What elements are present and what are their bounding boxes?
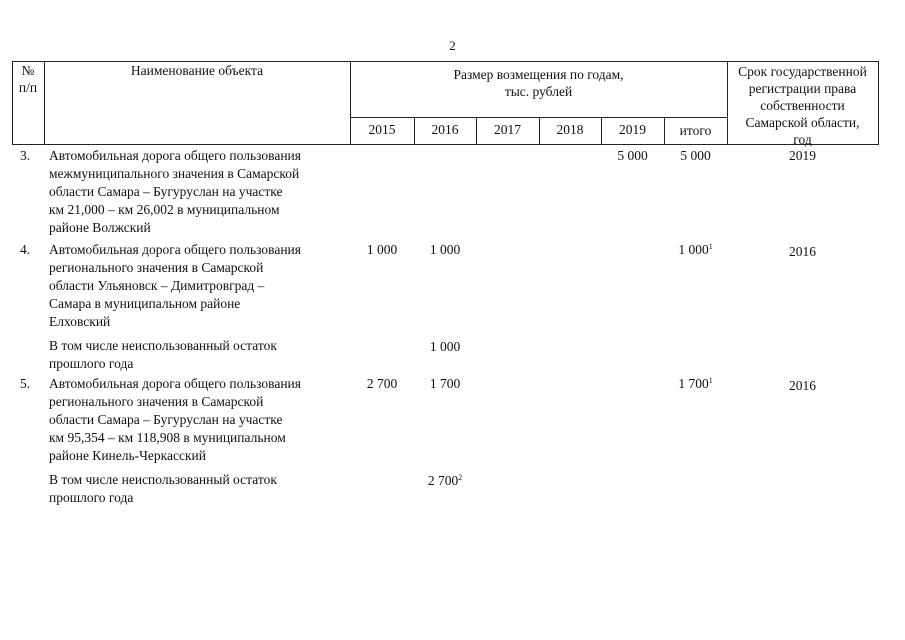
row-number: 4. xyxy=(20,242,31,257)
row-value-2016: 1 700 xyxy=(429,376,461,391)
row-name-line: области Самара – Бугуруслан на участке xyxy=(49,184,283,199)
row-value-2015: 2 700 xyxy=(366,376,398,391)
header-payment-line2: тыс. рублей xyxy=(504,84,573,99)
row-name-line: районе Волжский xyxy=(49,220,151,235)
row-number: 5. xyxy=(20,376,31,391)
header-year-2019: 2019 xyxy=(619,122,646,137)
footnote-marker: 1 xyxy=(708,376,713,385)
header-year-2016: 2016 xyxy=(431,122,459,137)
row-name-line: регионального значения в Самарской xyxy=(49,394,264,409)
row-name-line: районе Кинель-Черкасский xyxy=(49,448,206,463)
header-registration-line1: Срок государственной xyxy=(738,64,867,79)
subrow-value-2016: 2 $700^2$ xyxy=(427,473,463,488)
page-number: 2 xyxy=(449,38,456,53)
row-name-line: км 21,000 – км 26,002 в муниципальном xyxy=(49,202,280,217)
header-payment-line1: Размер возмещения по годам, xyxy=(453,67,624,82)
row-name-line: Самара в муниципальном районе xyxy=(49,296,241,311)
subrow-name-line: В том числе неиспользованный остаток xyxy=(49,338,277,353)
header-year-2018: 2018 xyxy=(556,122,584,137)
row-total: 5 000 xyxy=(680,148,711,163)
row-name-line: области Ульяновск – Димитровград – xyxy=(49,278,265,293)
row-name-line: Автомобильная дорога общего пользования xyxy=(49,242,301,257)
row-name-line: Автомобильная дорога общего пользования xyxy=(49,376,301,391)
row-total: 1 $000^1$ xyxy=(678,242,713,257)
header-total: итого xyxy=(679,123,712,138)
header-registration-line4: Самарской области, xyxy=(745,115,860,130)
row-value-2015: 1 000 xyxy=(366,242,398,257)
row-name-line: межмуниципального значения в Самарской xyxy=(49,166,300,181)
subrow-value-2016: 1 000 xyxy=(429,339,461,354)
header-object-name: Наименование объекта xyxy=(130,63,264,78)
row-name-line: области Самара – Бугуруслан на участке xyxy=(49,412,283,427)
footnote-marker: 2 xyxy=(458,473,463,482)
row-name-line: км 95,354 – км 118,908 в муниципальном xyxy=(49,430,286,445)
row-name-line: регионального значения в Самарской xyxy=(49,260,264,275)
header-registration-line3: собственности xyxy=(760,98,845,113)
row-total: 1 $700^1$ xyxy=(678,376,713,391)
row-value-2016: 1 000 xyxy=(429,242,461,257)
header-num-line1: № xyxy=(21,63,35,78)
footnote-marker: 1 xyxy=(708,242,713,251)
header-year-2017: 2017 xyxy=(494,122,521,137)
row-name-line: Автомобильная дорога общего пользования xyxy=(49,148,301,163)
subrow-name-line: прошлого года xyxy=(49,356,134,371)
row-value-2019: 5 000 xyxy=(617,148,648,163)
subrow-name-line: В том числе неиспользованный остаток xyxy=(49,472,277,487)
row-registration-year: 2016 xyxy=(789,378,816,393)
row-name-line: Елховский xyxy=(49,314,111,329)
row-number: 3. xyxy=(20,148,31,163)
header-registration-line5: год xyxy=(793,132,812,147)
row-registration-year: 2016 xyxy=(789,244,816,259)
subrow-name-line: прошлого года xyxy=(49,490,134,505)
header-num-line2: п/п xyxy=(18,80,38,95)
header-registration-line2: регистрации права xyxy=(748,81,857,96)
row-registration-year: 2019 xyxy=(789,148,816,163)
header-year-2015: 2015 xyxy=(368,122,396,137)
